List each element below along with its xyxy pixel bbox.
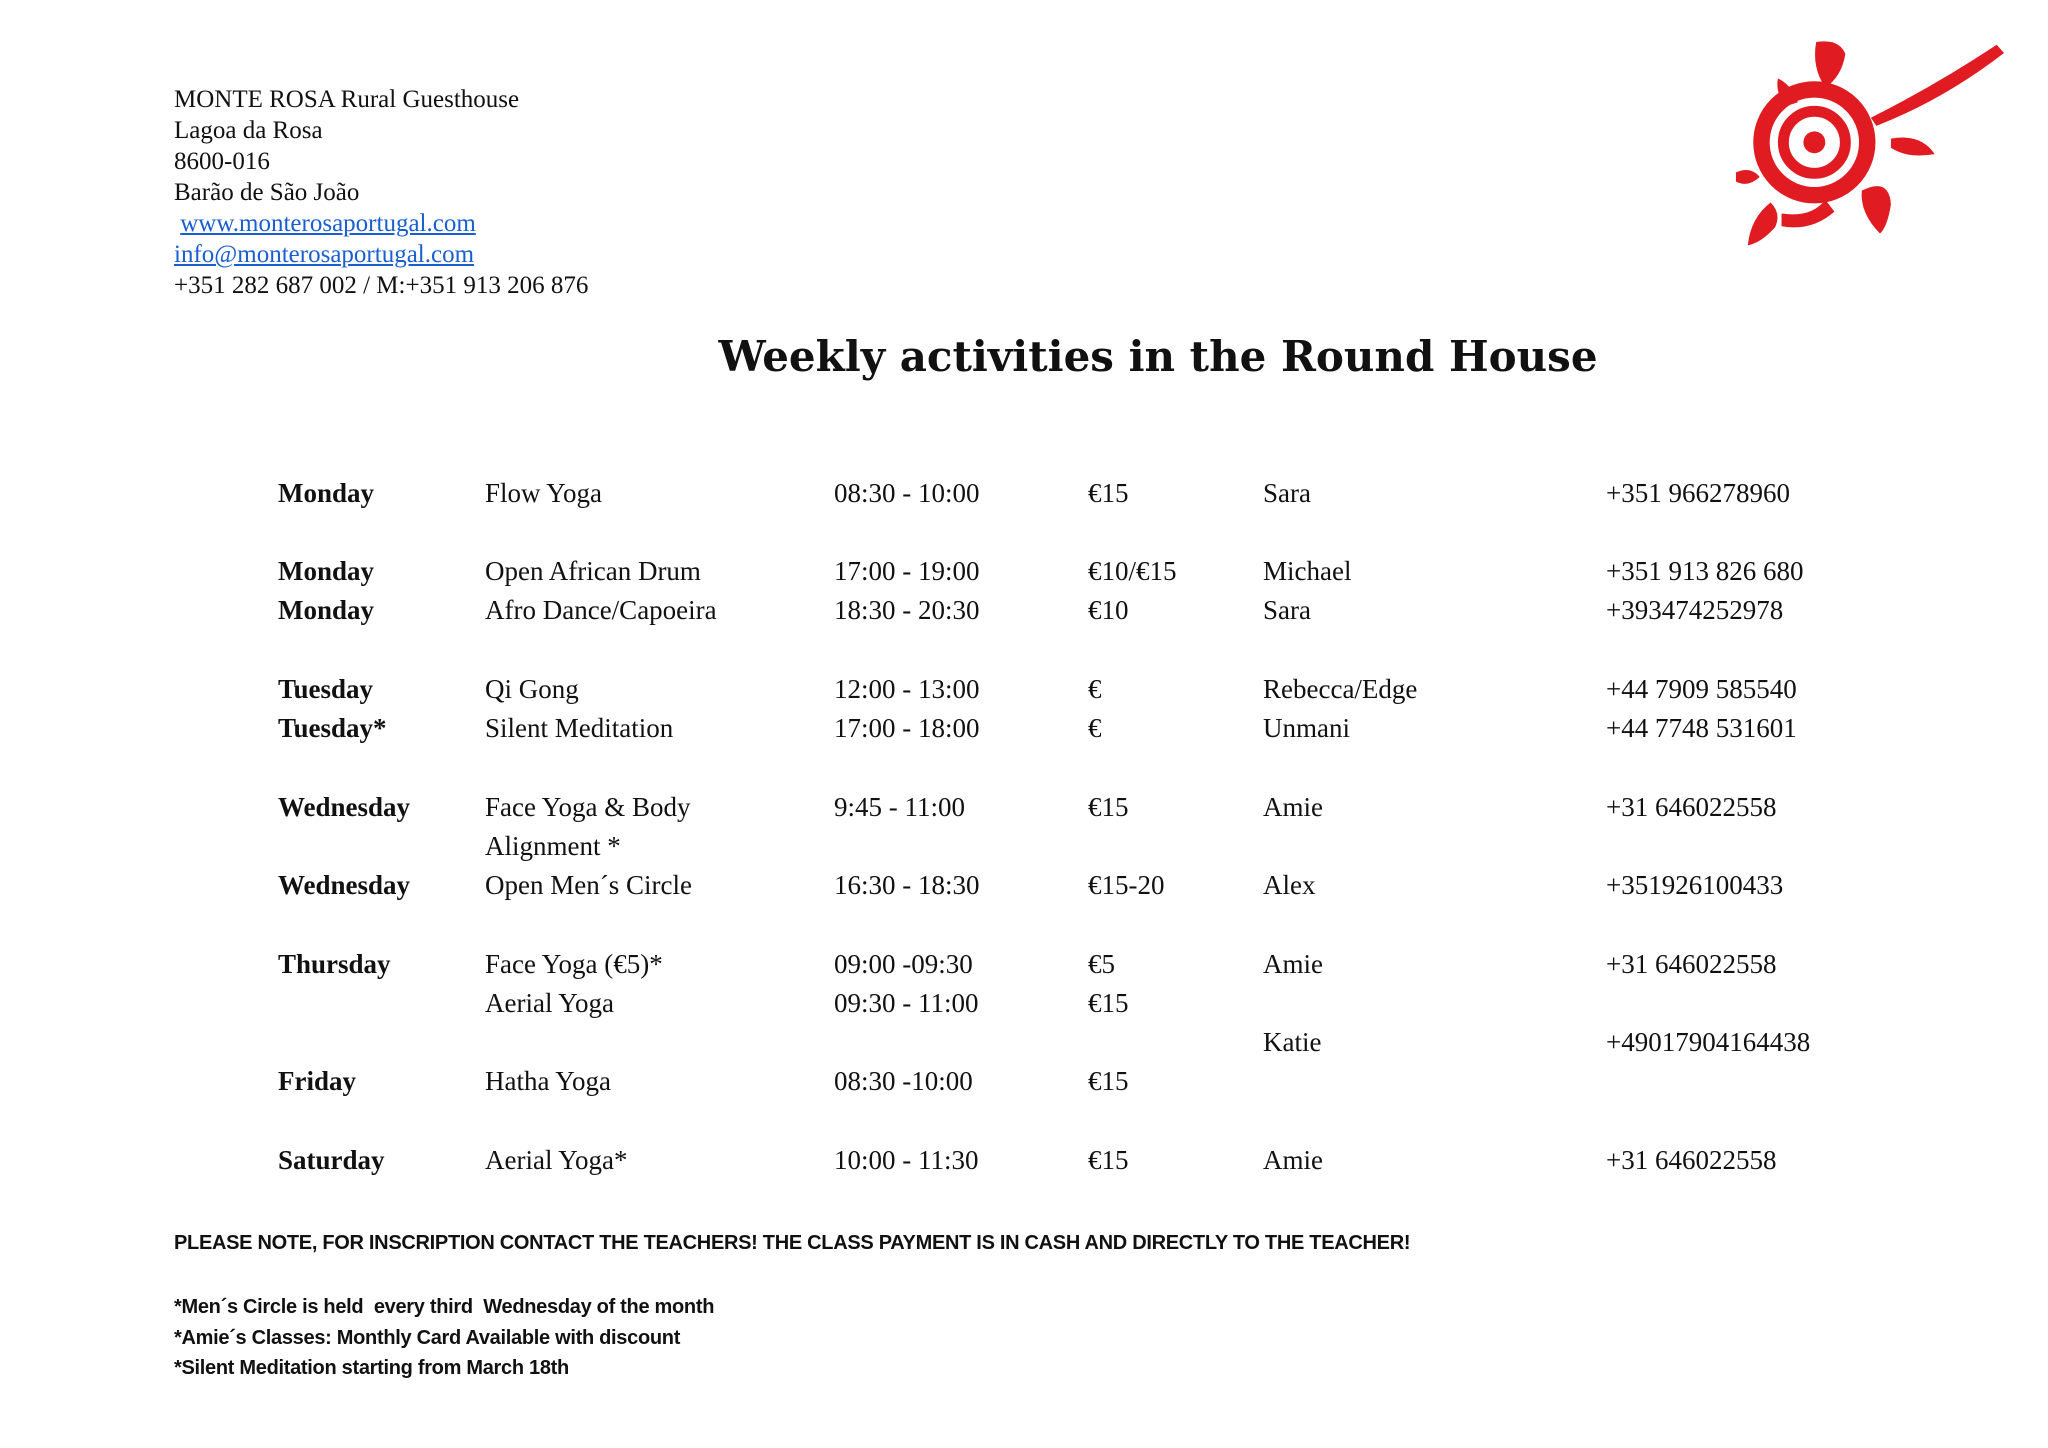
phone: +44 7748 531601 bbox=[1606, 713, 1797, 743]
table-row bbox=[0, 670, 2048, 709]
postcode: 8600-016 bbox=[174, 148, 270, 175]
price: €15 bbox=[1088, 988, 1129, 1018]
time: 16:30 - 18:30 bbox=[834, 870, 980, 900]
teacher: Amie bbox=[1263, 792, 1323, 822]
teacher: Katie bbox=[1263, 1027, 1322, 1057]
time: 09:00 -09:30 bbox=[834, 949, 973, 979]
table-row bbox=[0, 827, 2048, 866]
day: Wednesday bbox=[278, 870, 411, 900]
time: 10:00 - 11:30 bbox=[834, 1145, 979, 1175]
teacher: Amie bbox=[1263, 949, 1323, 979]
table-row bbox=[0, 1062, 2048, 1101]
website-link[interactable]: www.monterosaportugal.com bbox=[180, 210, 476, 237]
day: Monday bbox=[278, 478, 375, 508]
time: 18:30 - 20:30 bbox=[834, 595, 980, 625]
phone: +351 966278960 bbox=[1606, 478, 1790, 508]
teacher: Alex bbox=[1263, 870, 1316, 900]
time: 08:30 - 10:00 bbox=[834, 478, 980, 508]
activity: Flow Yoga bbox=[485, 478, 603, 508]
phone: +393474252978 bbox=[1606, 595, 1784, 625]
time: 17:00 - 19:00 bbox=[834, 556, 980, 586]
footnotes bbox=[174, 1292, 714, 1384]
table-row bbox=[0, 591, 2048, 630]
activity: Aerial Yoga bbox=[485, 988, 614, 1018]
footnote: *Men´s Circle is held every third Wednesday of the month bbox=[174, 1296, 715, 1318]
phone: +31 646022558 bbox=[1606, 949, 1777, 979]
price: €15 bbox=[1088, 1066, 1129, 1096]
footnote: *Silent Meditation starting from March 18th bbox=[174, 1357, 569, 1379]
guesthouse-name: MONTE ROSA Rural Guesthouse bbox=[174, 86, 520, 113]
email-link[interactable]: info@monterosaportugal.com bbox=[174, 241, 475, 268]
price: €15 bbox=[1088, 792, 1129, 822]
phone-numbers: +351 282 687 002 / M:+351 913 206 876 bbox=[174, 272, 589, 299]
teacher: Michael bbox=[1263, 556, 1352, 586]
table-row bbox=[0, 984, 2048, 1023]
table-row bbox=[0, 1141, 2048, 1180]
activity: Alignment * bbox=[485, 831, 621, 861]
rose-icon bbox=[1725, 28, 2035, 253]
price: €15-20 bbox=[1088, 870, 1165, 900]
day: Wednesday bbox=[278, 792, 411, 822]
street: Lagoa da Rosa bbox=[174, 117, 323, 144]
time: 09:30 - 11:00 bbox=[834, 988, 979, 1018]
town: Barão de São João bbox=[174, 179, 360, 206]
day: Tuesday* bbox=[278, 713, 387, 743]
day: Friday bbox=[278, 1066, 356, 1096]
table-row bbox=[0, 866, 2048, 905]
activity: Qi Gong bbox=[485, 674, 579, 704]
page-title: Weekly activities in the Round House bbox=[718, 332, 1598, 381]
address-block bbox=[174, 84, 588, 301]
activity: Open African Drum bbox=[485, 556, 701, 586]
phone: +44 7909 585540 bbox=[1606, 674, 1797, 704]
table-row bbox=[0, 945, 2048, 984]
teacher: Amie bbox=[1263, 1145, 1323, 1175]
activity: Face Yoga (€5)* bbox=[485, 949, 663, 979]
price: €10 bbox=[1088, 595, 1129, 625]
price: € bbox=[1088, 713, 1102, 743]
phone: +49017904164438 bbox=[1606, 1027, 1811, 1057]
table-row bbox=[0, 552, 2048, 591]
phone: +351 913 826 680 bbox=[1606, 556, 1804, 586]
day: Thursday bbox=[278, 949, 391, 979]
day: Monday bbox=[278, 595, 375, 625]
payment-notice: PLEASE NOTE, FOR INSCRIPTION CONTACT THE TEACHERS! THE CLASS PAYMENT IS IN CASH AND DIRECTLY TO THE TEACHER! bbox=[174, 1232, 1411, 1254]
price: €10/€15 bbox=[1088, 556, 1177, 586]
price: €5 bbox=[1088, 949, 1115, 979]
teacher: Sara bbox=[1263, 478, 1311, 508]
table-row bbox=[0, 474, 2048, 513]
table-row bbox=[0, 788, 2048, 827]
teacher: Unmani bbox=[1263, 713, 1350, 743]
table-row bbox=[0, 1023, 2048, 1062]
price: €15 bbox=[1088, 478, 1129, 508]
phone: +31 646022558 bbox=[1606, 1145, 1777, 1175]
time: 17:00 - 18:00 bbox=[834, 713, 980, 743]
footnote: *Amie´s Classes: Monthly Card Available with discount bbox=[174, 1326, 681, 1349]
phone: +351926100433 bbox=[1606, 870, 1784, 900]
teacher: Sara bbox=[1263, 595, 1311, 625]
day: Tuesday bbox=[278, 674, 374, 704]
activity: Silent Meditation bbox=[485, 713, 674, 743]
activity: Aerial Yoga* bbox=[485, 1145, 628, 1175]
time: 9:45 - 11:00 bbox=[834, 792, 965, 822]
activity: Face Yoga & Body bbox=[485, 792, 691, 822]
price: €15 bbox=[1088, 1145, 1129, 1175]
table-row bbox=[0, 709, 2048, 748]
activity: Open Men´s Circle bbox=[485, 870, 692, 900]
activity: Hatha Yoga bbox=[485, 1066, 611, 1096]
teacher: Rebecca/Edge bbox=[1263, 674, 1418, 704]
day: Monday bbox=[278, 556, 375, 586]
time: 12:00 - 13:00 bbox=[834, 674, 980, 704]
time: 08:30 -10:00 bbox=[834, 1066, 973, 1096]
day: Saturday bbox=[278, 1145, 385, 1175]
price: € bbox=[1088, 674, 1102, 704]
phone: +31 646022558 bbox=[1606, 792, 1777, 822]
activity: Afro Dance/Capoeira bbox=[485, 595, 717, 625]
